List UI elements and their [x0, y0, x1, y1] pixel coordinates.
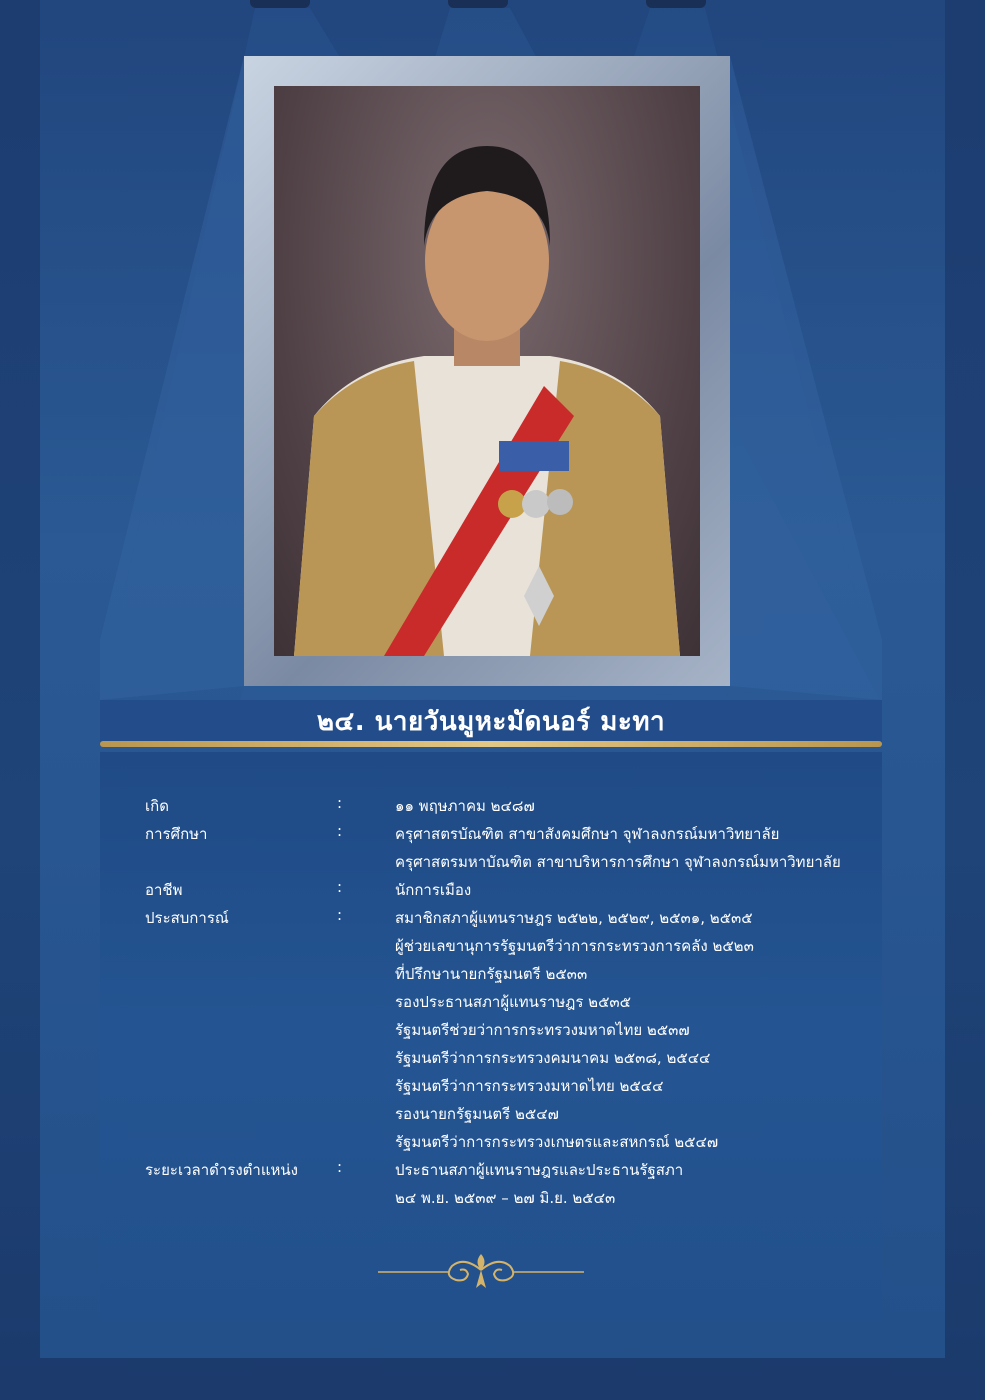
detail-label: ระยะเวลาดำรงตำแหน่ง — [145, 1161, 298, 1179]
detail-value: รองประธานสภาผู้แทนราษฎร ๒๕๓๕ — [395, 993, 632, 1011]
detail-value: รัฐมนตรีว่าการกระทรวงคมนาคม ๒๕๓๘, ๒๕๔๔ — [395, 1049, 711, 1067]
detail-value: ครุศาสตรบัณฑิต สาขาสังคมศึกษา จุฬาลงกรณ์มหาวิทยาลัย — [395, 825, 780, 843]
detail-value: สมาชิกสภาผู้แทนราษฎร ๒๕๒๒, ๒๕๒๙, ๒๕๓๑, ๒๕๓๕ — [395, 909, 753, 927]
gold-divider — [100, 741, 882, 747]
detail-value: รัฐมนตรีว่าการกระทรวงมหาดไทย ๒๕๔๔ — [395, 1077, 664, 1095]
detail-value: รัฐมนตรีช่วยว่าการกระทรวงมหาดไทย ๒๕๓๗ — [395, 1021, 690, 1039]
detail-value: ๑๑ พฤษภาคม ๒๔๘๗ — [395, 797, 535, 815]
detail-value: ๒๔ พ.ย. ๒๕๓๙ – ๒๗ มิ.ย. ๒๕๔๓ — [395, 1189, 616, 1207]
portrait-photo — [274, 86, 700, 656]
ornament-flourish-icon — [378, 1248, 584, 1294]
detail-label: การศึกษา — [145, 825, 208, 843]
detail-colon: : — [337, 1158, 343, 1176]
detail-value: ผู้ช่วยเลขานุการรัฐมนตรีว่าการกระทรวงการคลัง ๒๕๒๓ — [395, 937, 754, 955]
detail-value: นักการเมือง — [395, 881, 472, 899]
title-band — [100, 700, 882, 742]
detail-colon: : — [337, 878, 343, 896]
detail-label: ประสบการณ์ — [145, 909, 229, 927]
detail-colon: : — [337, 906, 343, 924]
detail-value: ที่ปรึกษานายกรัฐมนตรี ๒๕๓๓ — [395, 965, 588, 983]
detail-colon: : — [337, 794, 343, 812]
detail-value: รัฐมนตรีว่าการกระทรวงเกษตรและสหกรณ์ ๒๕๔๗ — [395, 1133, 719, 1151]
page-title: ๒๔. นายวันมูหะมัดนอร์ มะทา — [316, 706, 666, 737]
detail-label: อาชีพ — [145, 881, 183, 899]
detail-colon: : — [337, 822, 343, 840]
detail-value: ประธานสภาผู้แทนราษฎรและประธานรัฐสภา — [395, 1161, 684, 1179]
portrait-figure-icon — [274, 86, 700, 656]
detail-label: เกิด — [145, 797, 169, 815]
detail-value: ครุศาสตรมหาบัณฑิต สาขาบริหารการศึกษา จุฬาลงกรณ์มหาวิทยาลัย — [395, 853, 841, 871]
detail-value: รองนายกรัฐมนตรี ๒๕๔๗ — [395, 1105, 559, 1123]
